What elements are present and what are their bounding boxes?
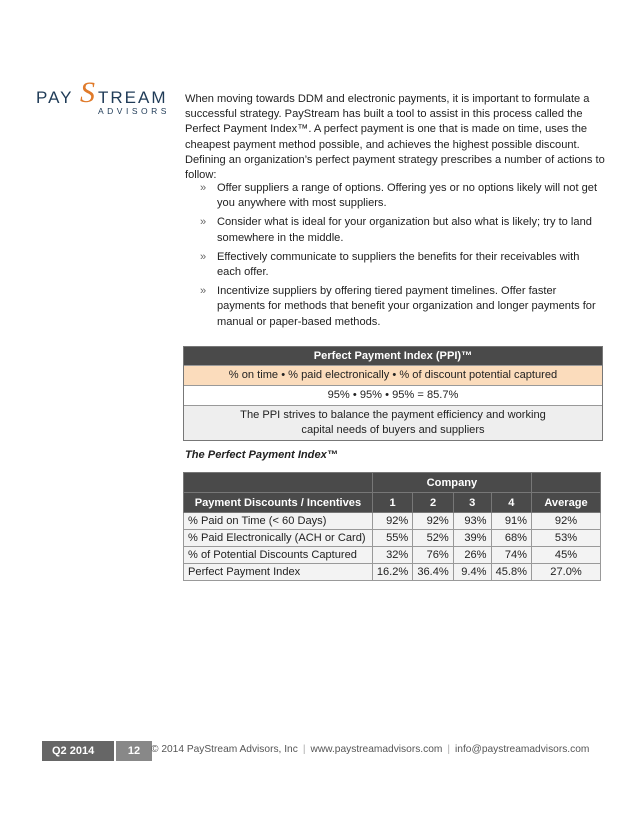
table-cell: 76% [413, 547, 453, 564]
table-row [184, 513, 601, 530]
table-cell: 36.4% [413, 564, 453, 581]
column-header: 1 [372, 493, 412, 513]
row-label: Perfect Payment Index [184, 564, 373, 581]
page-footer [42, 741, 602, 761]
table-cell: 55% [372, 530, 412, 547]
company-group-header: Company [372, 473, 531, 493]
list-item [200, 181, 605, 211]
list-item [200, 250, 605, 280]
ppi-company-table [183, 472, 601, 581]
ppi-description [184, 405, 602, 440]
logo-s-mark: S [80, 76, 95, 109]
table-row [184, 530, 601, 547]
table-cell: 68% [491, 530, 531, 547]
table-cell: 93% [453, 513, 491, 530]
table-cell: 91% [491, 513, 531, 530]
bullet-marker: » [200, 250, 207, 263]
table-corner-cell [532, 473, 601, 493]
list-item-text: Incentivize suppliers by offering tiered payment timelines. Offer faster payments for methods that benefit your organization and longer payments for manual or paper-based methods. [217, 285, 596, 328]
paystream-logo [36, 76, 170, 124]
ppi-description-line: The PPI strives to balance the payment efficiency and working [240, 409, 546, 421]
bullet-marker: » [200, 216, 207, 229]
action-list [200, 181, 605, 334]
column-header: Average [532, 493, 601, 513]
average-cell: 53% [532, 530, 601, 547]
list-item [200, 215, 605, 245]
average-cell: 27.0% [532, 564, 601, 581]
intro-paragraph: When moving towards DDM and electronic payments, it is important to formulate a successful strategy. PayStream has built a tool to assist in this process called the Perfect Payment Index™. A perfect payment is one that is made on time, uses the cheapest payment method possible, and achieves the highest possible discount. Defining an organization’s perfect payment strategy prescribes a number of actions to follow: [185, 93, 605, 182]
footer-separator: | [302, 744, 306, 755]
quarter-badge: Q2 2014 [42, 741, 114, 761]
ppi-header: Perfect Payment Index (PPI)™ [184, 347, 602, 365]
bullet-marker: » [200, 285, 207, 298]
page-number-badge: 12 [116, 741, 152, 761]
table-corner-cell [184, 473, 373, 493]
table-cell: 74% [491, 547, 531, 564]
table-cell: 45.8% [491, 564, 531, 581]
average-cell: 92% [532, 513, 601, 530]
list-item [200, 284, 605, 330]
row-header-label: Payment Discounts / Incentives [184, 493, 373, 513]
table-cell: 92% [372, 513, 412, 530]
copyright-text: © 2014 PayStream Advisors, Inc [151, 744, 298, 755]
ppi-description-line: capital needs of buyers and suppliers [301, 424, 485, 436]
row-label: % Paid Electronically (ACH or Card) [184, 530, 373, 547]
table-cell: 32% [372, 547, 412, 564]
list-item-text: Effectively communicate to suppliers the benefits for their receivables with each offer. [217, 250, 580, 279]
row-label: % Paid on Time (< 60 Days) [184, 513, 373, 530]
column-header: 2 [413, 493, 453, 513]
ppi-formula: % on time • % paid electronically • % of discount potential captured [184, 365, 602, 385]
email-link[interactable]: info@paystreamadvisors.com [455, 744, 590, 755]
logo-advisors-text: ADVISORS [98, 106, 170, 116]
table-cell: 16.2% [372, 564, 412, 581]
table-cell: 9.4% [453, 564, 491, 581]
table-cell: 26% [453, 547, 491, 564]
table-cell: 52% [413, 530, 453, 547]
footer-separator: | [447, 744, 451, 755]
average-cell: 45% [532, 547, 601, 564]
list-item-text: Offer suppliers a range of options. Offering yes or no options likely will not get you anywhere with most suppliers. [217, 182, 598, 210]
bullet-marker: » [200, 182, 207, 194]
ppi-box [183, 346, 603, 441]
table-row [184, 547, 601, 564]
table-caption: The Perfect Payment Index™ [185, 449, 338, 461]
row-label: % of Potential Discounts Captured [184, 547, 373, 564]
website-link[interactable]: www.paystreamadvisors.com [310, 744, 443, 755]
ppi-calculation: 95% • 95% • 95% = 85.7% [184, 385, 602, 405]
table-cell: 92% [413, 513, 453, 530]
column-header: 4 [491, 493, 531, 513]
table-cell: 39% [453, 530, 491, 547]
logo-tream-text: TREAM [98, 88, 168, 107]
list-item-text: Consider what is ideal for your organization but also what is likely; try to land somewhere in the middle. [217, 216, 592, 244]
footer-contact-line [151, 744, 589, 755]
table-row [184, 564, 601, 581]
column-header: 3 [453, 493, 491, 513]
logo-pay-text: PAY [36, 88, 74, 107]
